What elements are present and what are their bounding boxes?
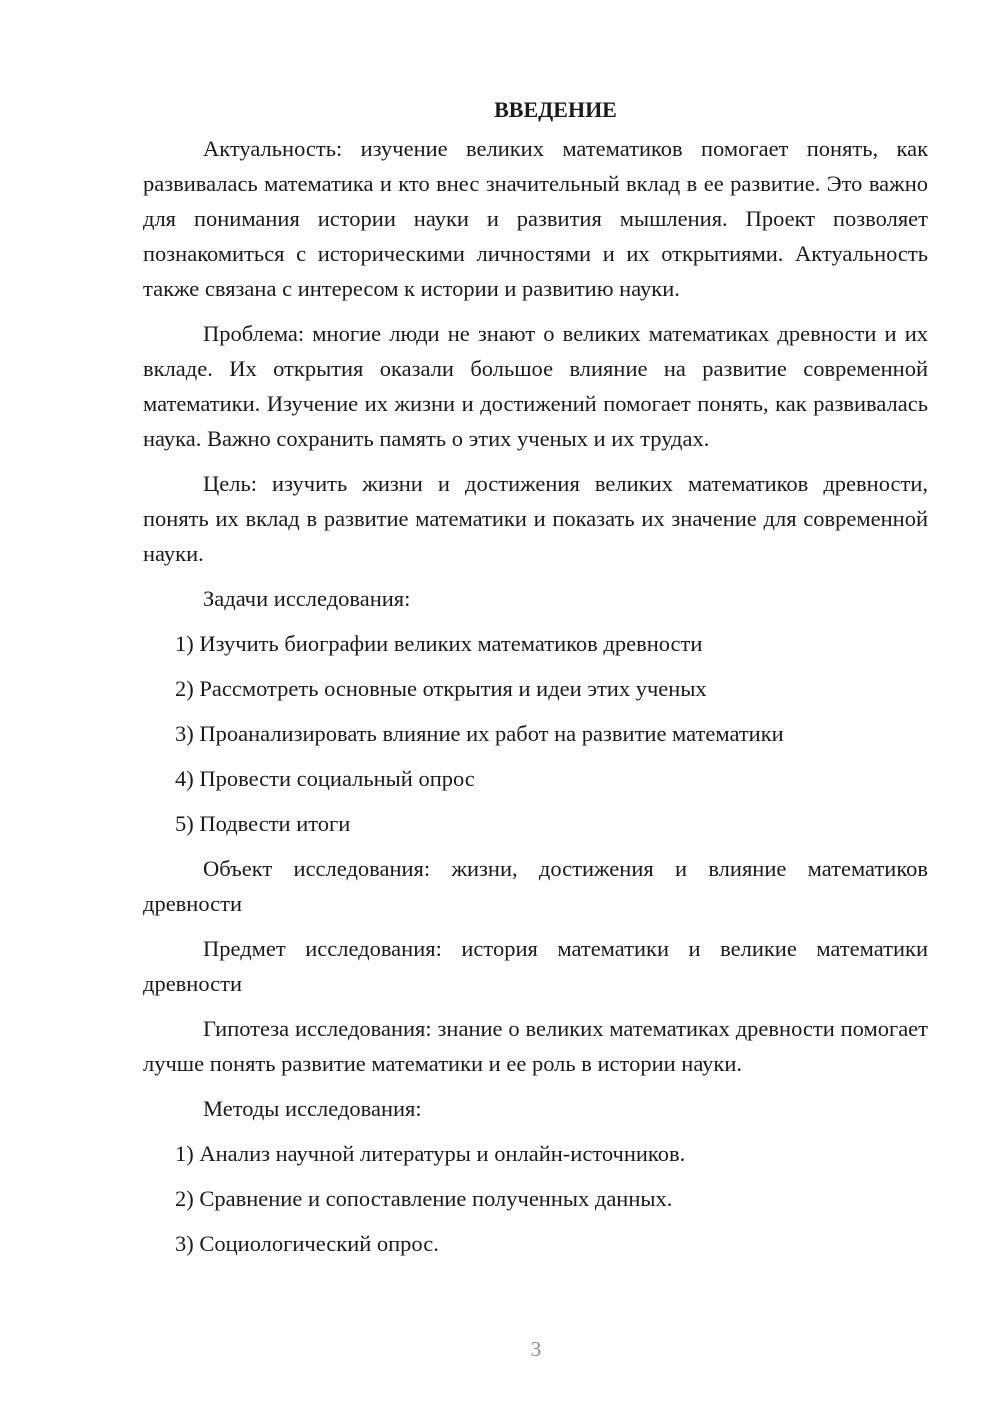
paragraph-object: Объект исследования: жизни, достижения и влияние математиков древности (143, 856, 928, 916)
task-item: 5) Подвести итоги (175, 811, 351, 836)
page-number: 3 (530, 1337, 542, 1361)
task-item: 2) Рассмотреть основные открытия и идеи этих ученых (175, 676, 707, 701)
page-content (143, 92, 928, 1271)
paragraph-hypothesis: Гипотеза исследования: знание о великих математиках древности помогает лучше понять развитие математики и ее роль в истории науки. (143, 1016, 928, 1076)
paragraph-relevance: Актуальность: изучение великих математиков помогает понять, как развивалась математика и кто внес значительный вклад в ее развитие. Это важно для понимания истории науки и развития мышления. Проект позволяет познакомиться с историческими личностями и их открытиями. Актуальность также связана с интересом к истории и развитию науки. (143, 136, 928, 301)
paragraph-goal: Цель: изучить жизни и достижения великих математиков древности, понять их вклад в развитие математики и показать их значение для современной науки. (143, 471, 928, 566)
task-item: 1) Изучить биографии великих математиков древности (175, 631, 703, 656)
paragraph-problem: Проблема: многие люди не знают о великих математиках древности и их вкладе. Их открытия оказали большое влияние на развитие современной математики. Изучение их жизни и достижений помогает понять, как развивалась наука. Важно сохранить память о этих ученых и их трудах. (143, 321, 928, 451)
method-item: 3) Социологический опрос. (175, 1231, 439, 1256)
method-item: 1) Анализ научной литературы и онлайн-источников. (175, 1141, 686, 1166)
paragraph-subject: Предмет исследования: история математики и великие математики древности (143, 936, 928, 996)
task-item: 4) Провести социальный опрос (175, 766, 475, 791)
method-item: 2) Сравнение и сопоставление полученных данных. (175, 1186, 673, 1211)
section-title: ВВЕДЕНИЕ (494, 97, 617, 122)
tasks-heading: Задачи исследования: (203, 586, 411, 611)
task-item: 3) Проанализировать влияние их работ на развитие математики (175, 721, 784, 746)
methods-heading: Методы исследования: (203, 1096, 422, 1121)
